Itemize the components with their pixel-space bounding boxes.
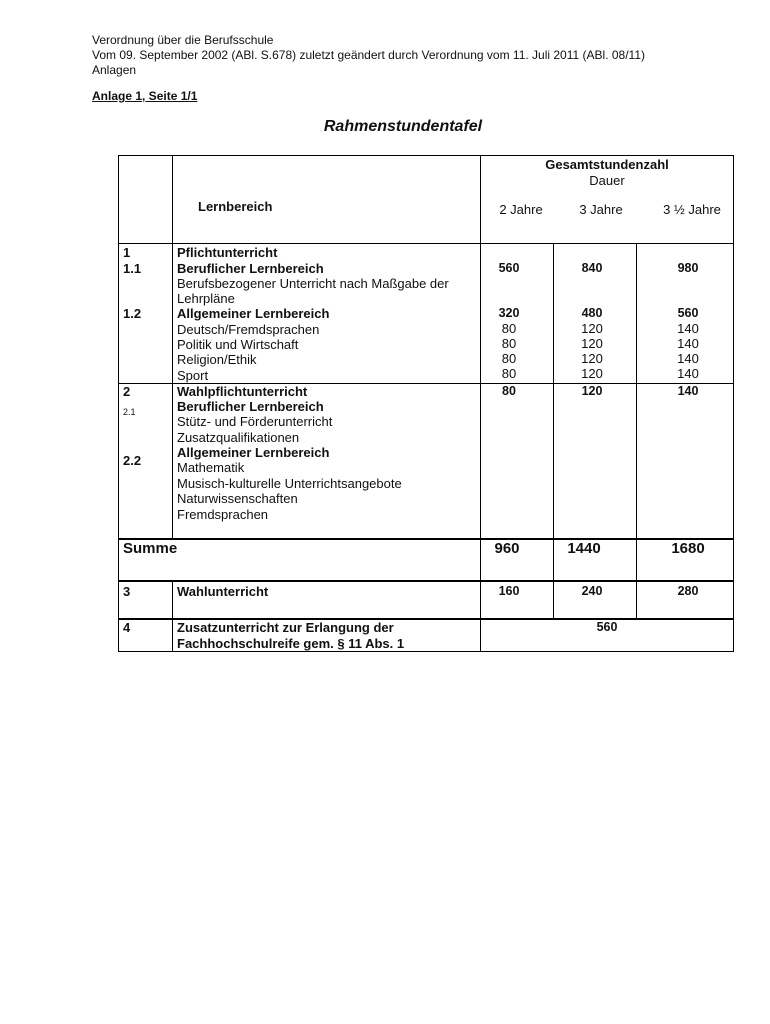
anlage-reference: Anlage 1, Seite 1/1	[92, 89, 198, 103]
row-num-2: 2	[123, 384, 131, 399]
row-num-2-2: 2.2	[123, 453, 142, 468]
pflicht-beruf-title: Beruflicher Lernbereich	[177, 261, 324, 276]
table-border-left	[118, 155, 119, 652]
summe-value-35j: 1680	[671, 540, 705, 557]
summe-value-3j: 1440	[567, 540, 601, 557]
row-divider-summe-bottom	[118, 580, 734, 582]
deutsch-value-35j: 140	[677, 321, 699, 336]
deutsch-value-2j: 80	[501, 321, 517, 336]
sport-value-35j: 140	[677, 366, 699, 381]
row-num-2-1: 2.1	[123, 407, 136, 417]
wahlunterricht-label: Wahlunterricht	[177, 584, 269, 599]
header-lernbereich: Lernbereich	[198, 199, 273, 214]
religion-value-3j: 120	[581, 351, 603, 366]
row-divider-header	[118, 243, 734, 244]
allg-value-2j: 320	[498, 306, 520, 320]
col-divider-num-lower	[172, 581, 173, 652]
wahlpflicht-allg-item-2: Musisch-kulturelle Unterrichtsangebote	[177, 476, 402, 491]
table-border-right	[733, 155, 734, 652]
col-divider-2-3	[553, 243, 554, 619]
wahlpflicht-allg-title: Allgemeiner Lernbereich	[177, 445, 330, 460]
religion-value-35j: 140	[677, 351, 699, 366]
summe-label: Summe	[123, 540, 178, 557]
sport-value-3j: 120	[581, 366, 603, 381]
subject-sport: Sport	[177, 368, 209, 383]
col-divider-values	[480, 155, 481, 652]
wahlpflicht-beruf-title: Beruflicher Lernbereich	[177, 399, 324, 414]
wahl-value-3j: 240	[581, 584, 603, 598]
zusatz-label-1: Zusatzunterricht zur Erlangung der	[177, 620, 394, 635]
pflicht-allg-title: Allgemeiner Lernbereich	[177, 306, 330, 321]
beruf-value-2j: 560	[498, 261, 520, 275]
header-2-jahre: 2 Jahre	[499, 202, 543, 217]
wahlpflicht-allg-item-1: Mathematik	[177, 460, 245, 475]
header-line-2: Vom 09. September 2002 (ABl. S.678) zuletzt geändert durch Verordnung vom 11. Juli 2011 (ABl. 08/11)	[92, 48, 645, 62]
row-divider-summe-top	[118, 538, 734, 540]
subject-deutsch: Deutsch/Fremdsprachen	[177, 322, 320, 337]
wahlpflicht-value-35j: 140	[677, 384, 699, 398]
wahlpflicht-title: Wahlpflichtunterricht	[177, 384, 308, 399]
row-num-4: 4	[123, 620, 131, 635]
zusatz-value: 560	[596, 620, 618, 634]
wahlpflicht-value-3j: 120	[581, 384, 603, 398]
wahlpflicht-beruf-item-2: Zusatzqualifikationen	[177, 430, 300, 445]
header-gesamtstundenzahl: Gesamtstundenzahl	[545, 157, 669, 172]
row-num-1-2: 1.2	[123, 306, 142, 321]
allg-value-35j: 560	[677, 306, 699, 320]
wahlpflicht-allg-item-3: Naturwissenschaften	[177, 491, 298, 506]
stundentafel-table	[118, 155, 734, 652]
pflicht-beruf-desc-1: Berufsbezogener Unterricht nach Maßgabe der	[177, 276, 449, 291]
header-3-jahre: 3 Jahre	[579, 202, 623, 217]
wahlpflicht-allg-item-4: Fremdsprachen	[177, 507, 269, 522]
page-title: Rahmenstundentafel	[323, 118, 483, 135]
header-3-5-jahre: 3 ½ Jahre	[663, 202, 721, 217]
allg-value-3j: 480	[581, 306, 603, 320]
politik-value-3j: 120	[581, 336, 603, 351]
table-border-top	[118, 155, 734, 156]
header-dauer: Dauer	[589, 173, 625, 188]
wahlpflicht-value-2j: 80	[502, 384, 516, 398]
pflicht-title: Pflichtunterricht	[177, 245, 278, 260]
sport-value-2j: 80	[501, 366, 517, 381]
politik-value-2j: 80	[501, 336, 517, 351]
subject-politik: Politik und Wirtschaft	[177, 337, 299, 352]
row-num-3: 3	[123, 584, 131, 599]
wahl-value-35j: 280	[677, 584, 699, 598]
politik-value-35j: 140	[677, 336, 699, 351]
beruf-value-35j: 980	[677, 261, 699, 275]
header-line-3: Anlagen	[92, 63, 137, 77]
zusatz-label-2: Fachhochschulreife gem. § 11 Abs. 1	[177, 636, 405, 651]
beruf-value-3j: 840	[581, 261, 603, 275]
subject-religion: Religion/Ethik	[177, 352, 257, 367]
col-divider-3-35	[636, 243, 637, 619]
deutsch-value-3j: 120	[581, 321, 603, 336]
col-divider-num	[172, 155, 173, 539]
document-header	[92, 33, 645, 78]
wahlpflicht-beruf-item-1: Stütz- und Förderunterricht	[177, 414, 333, 429]
row-num-1-1: 1.1	[123, 261, 142, 276]
religion-value-2j: 80	[501, 351, 517, 366]
pflicht-beruf-desc-2: Lehrpläne	[177, 291, 235, 306]
row-num-1: 1	[123, 245, 131, 260]
summe-value-2j: 960	[494, 540, 520, 557]
wahl-value-2j: 160	[498, 584, 520, 598]
header-line-1: Verordnung über die Berufsschule	[92, 33, 274, 47]
